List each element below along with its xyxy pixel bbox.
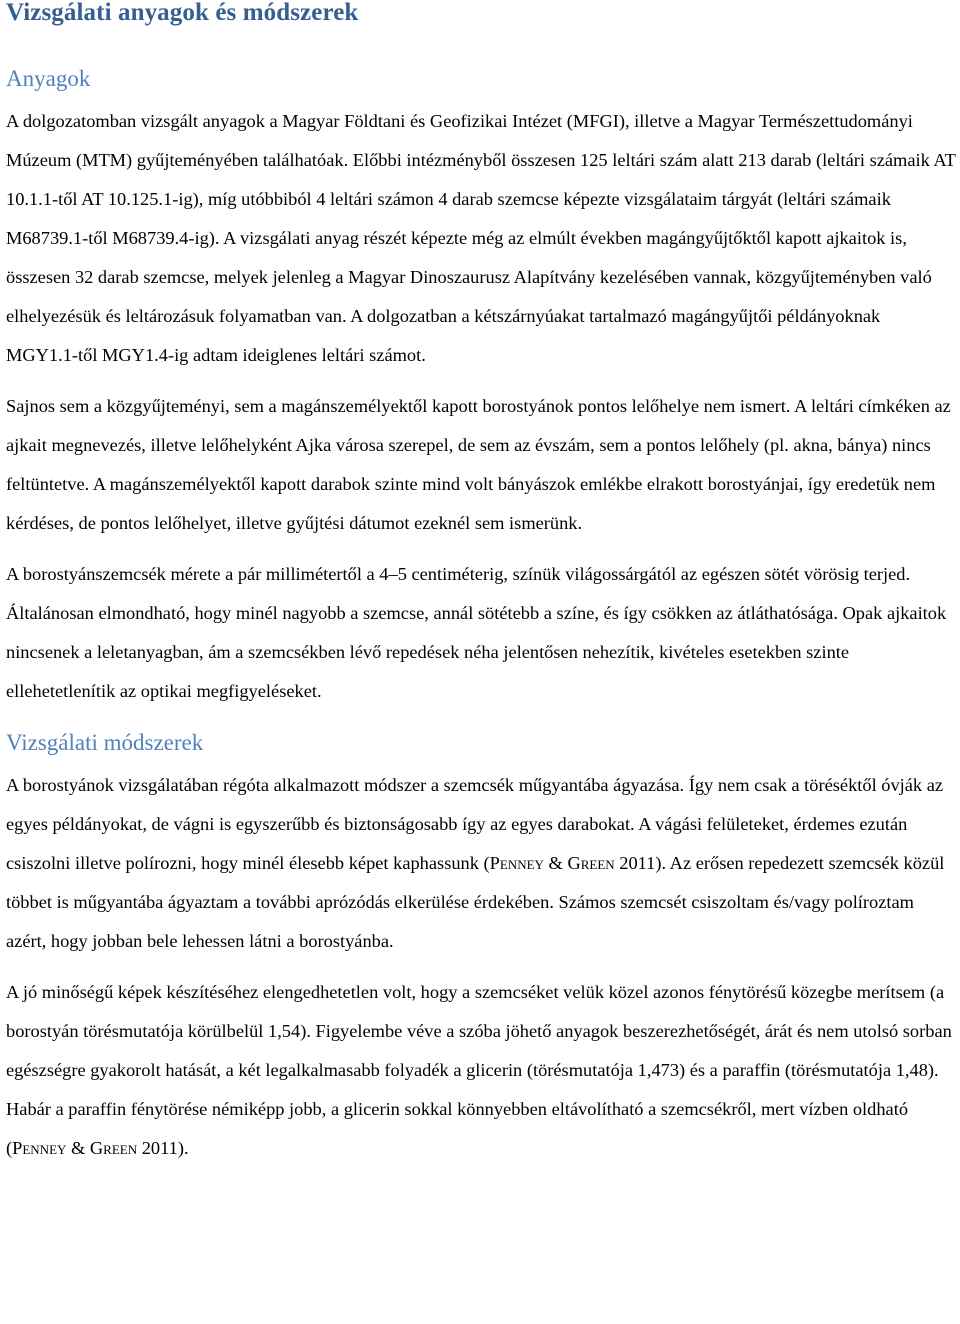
paragraph-modszerek-2 bbox=[6, 973, 956, 1168]
paragraph-anyagok-2: Sajnos sem a közgyűjteményi, sem a magánszemélyektől kapott borostyánok pontos lelőhelye nem ismert. A leltári címkéken az ajkait megnevezés, illetve lelőhelyként Ajka városa szerepel, de sem az évszám, sem a pontos lelőhely (pl. akna, bánya) nincs feltüntetve. A magánszemélyektől kapott darabok szinte mind volt bányászok emlékbe elrakott borostyánjai, így eredetük nem kérdéses, de pontos lelőhelyet, illetve gyűjtési dátumot ezeknél sem ismerünk. bbox=[6, 396, 951, 533]
citation-authors: Penney & Green bbox=[489, 853, 615, 873]
section-heading-anyagok: Anyagok bbox=[6, 66, 91, 91]
paragraph-text: A borostyánok vizsgálatában régóta alkalmazott módszer a szemcsék műgyantába ágyazása. Így nem csak a töréséktől óvják az egyes példányokat, de vágni is egyszerűbb és biztonságosabb így az egyes darabokat. A vágási felületeket, érdemes ezután csiszolni illetve polírozni, hogy minél élesebb képet kaphassunk ( bbox=[6, 775, 944, 873]
page-title: Vizsgálati anyagok és módszerek bbox=[6, 0, 359, 26]
paragraph-anyagok-3: A borostyánszemcsék mérete a pár millimétertől a 4–5 centiméterig, színük világossárgától az egészen sötét vörösig terjed. Általánosan elmondható, hogy minél nagyobb a szemcse, annál sötétebb a színe, és így csökken az átláthatósága. Opak ajkaitok nincsenek a leletanyagban, ám a szemcsékben lévő repedések néha jelentősen nehezítik, kivételes esetekben szinte ellehetetlenítik az optikai megfigyeléseket. bbox=[6, 564, 947, 701]
paragraph-text: A jó minőségű képek készítéséhez elengedhetetlen volt, hogy a szemcséket velük közel azonos fénytörésű közegbe merítsem (a borostyán törésmutatója körülbelül 1,54). Figyelembe véve a szóba jöhető anyagok beszerezhetőségét, árát és nem utolsó sorban egészségre gyakorolt hatását, a két legalkalmasabb folyadék a glicerin (törésmutatója 1,473) és a paraffin (törésmutatója 1,48). Habár a paraffin fénytörése némiképp jobb, a glicerin sokkal könnyebben eltávolítható a szemcsékről, mert vízben oldható ( bbox=[6, 982, 952, 1158]
section-heading-modszerek: Vizsgálati módszerek bbox=[6, 730, 204, 755]
paragraph-text: 2011). Az erősen repedezett szemcsék közül többet is műgyantába ágyaztam a további aprózódás elkerülése érdekében. Számos szemcsét csiszoltam és/vagy políroztam azért, hogy jobban bele lehessen látni a borostyánba. bbox=[6, 853, 945, 951]
paragraph-text: 2011). bbox=[137, 1138, 189, 1158]
citation-authors: Penney & Green bbox=[12, 1138, 138, 1158]
paragraph-modszerek-1 bbox=[6, 766, 956, 961]
document-page bbox=[6, 0, 956, 1168]
paragraph-anyagok-1: A dolgozatomban vizsgált anyagok a Magyar Földtani és Geofizikai Intézet (MFGI), illetve a Magyar Természettudományi Múzeum (MTM) gyűjteményében találhatóak. Előbbi intézményből összesen 125 leltári szám alatt 213 darab (leltári számaik AT 10.1.1-től AT 10.125.1-ig), míg utóbbiból 4 leltári számon 4 darab szemcse képezte vizsgálataim tárgyát (leltári számaik M68739.1-től M68739.4-ig). A vizsgálati anyag részét képezte még az elmúlt években magángyűjtőktől kapott ajkaitok is, összesen 32 darab szemcse, melyek jelenleg a Magyar Dinoszaurusz Alapítvány kezelésében vannak, közgyűjteményben való elhelyezésük és leltározásuk folyamatban van. A dolgozatban a kétszárnyúakat tartalmazó magángyűjtői példányoknak MGY1.1-től MGY1.4-ig adtam ideiglenes leltári számot. bbox=[6, 111, 956, 365]
